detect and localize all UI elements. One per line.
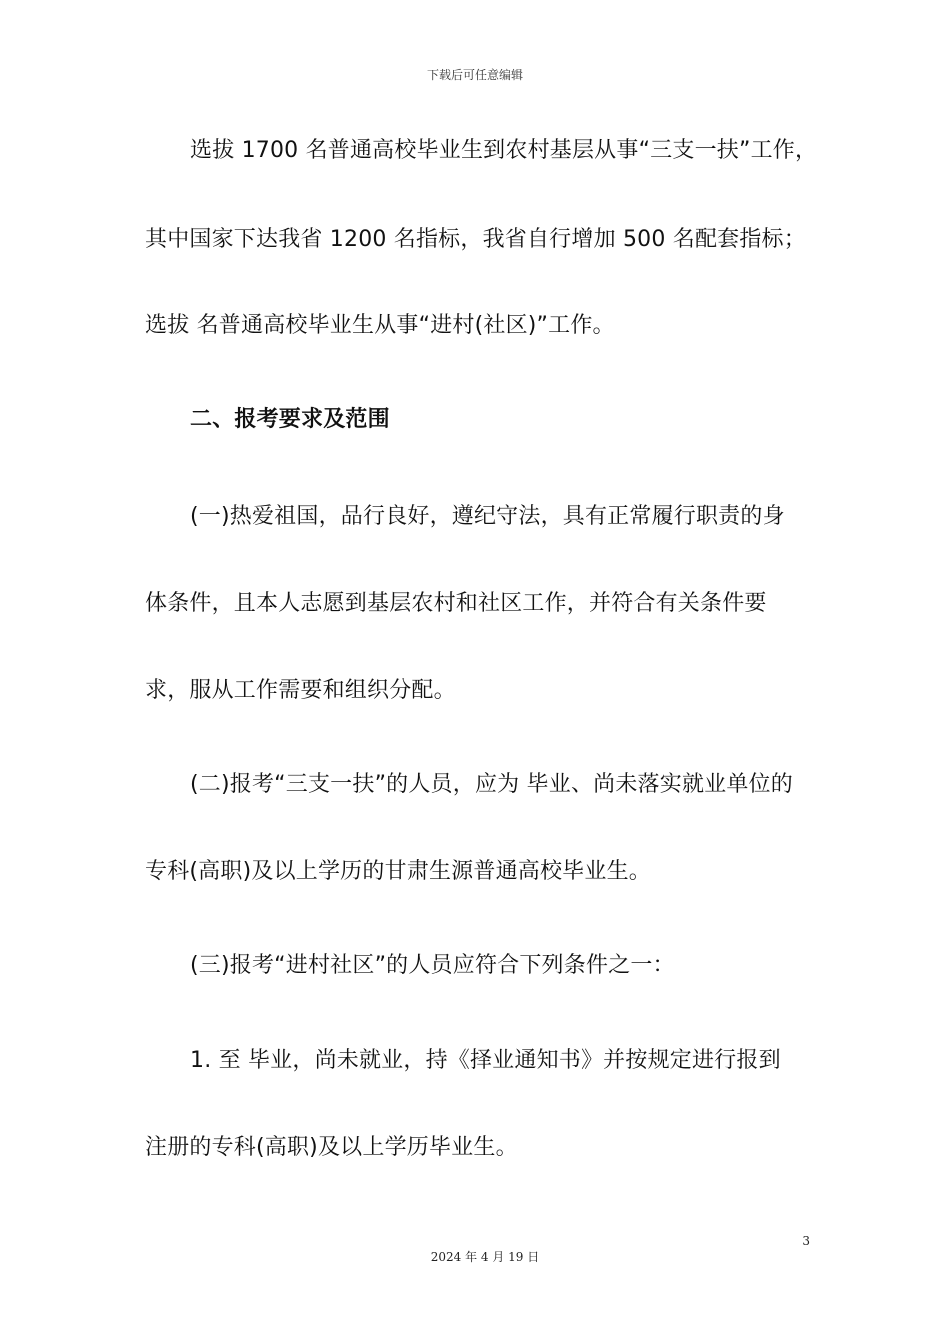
page-number: 3 <box>802 1234 810 1248</box>
paragraph-line-3: 选拔 名普通高校毕业生从事“进村(社区)”工作。 <box>145 313 615 338</box>
paragraph-line-10: (三)报考“进村社区”的人员应符合下列条件之一： <box>190 953 675 978</box>
paragraph-line-12: 注册的专科(高职)及以上学历毕业生。 <box>145 1135 518 1160</box>
paragraph-line-5: (一)热爱祖国，品行良好，遵纪守法，具有正常履行职责的身 <box>190 504 785 529</box>
paragraph-line-8: (二)报考“三支一扶”的人员，应为 毕业、尚未落实就业单位的 <box>190 772 793 797</box>
paragraph-line-9: 专科(高职)及以上学历的甘肃生源普通高校毕业生。 <box>145 859 651 884</box>
page-header: 下载后可任意编辑 <box>426 68 523 82</box>
paragraph-line-6: 体条件，且本人志愿到基层农村和社区工作，并符合有关条件要 <box>145 591 767 616</box>
paragraph-line-2: 其中国家下达我省 1200 名指标，我省自行增加 500 名配套指标； <box>145 227 806 252</box>
paragraph-line-11: 1. 至 毕业，尚未就业，持《择业通知书》并按规定进行报到 <box>190 1048 781 1073</box>
section-heading: 二、报考要求及范围 <box>190 407 390 432</box>
paragraph-line-7: 求，服从工作需要和组织分配。 <box>145 678 456 703</box>
paragraph-line-1: 选拔 1700 名普通高校毕业生到农村基层从事“三支一扶”工作， <box>190 138 818 163</box>
footer-date: 2024 年 4 月 19 日 <box>430 1250 540 1264</box>
